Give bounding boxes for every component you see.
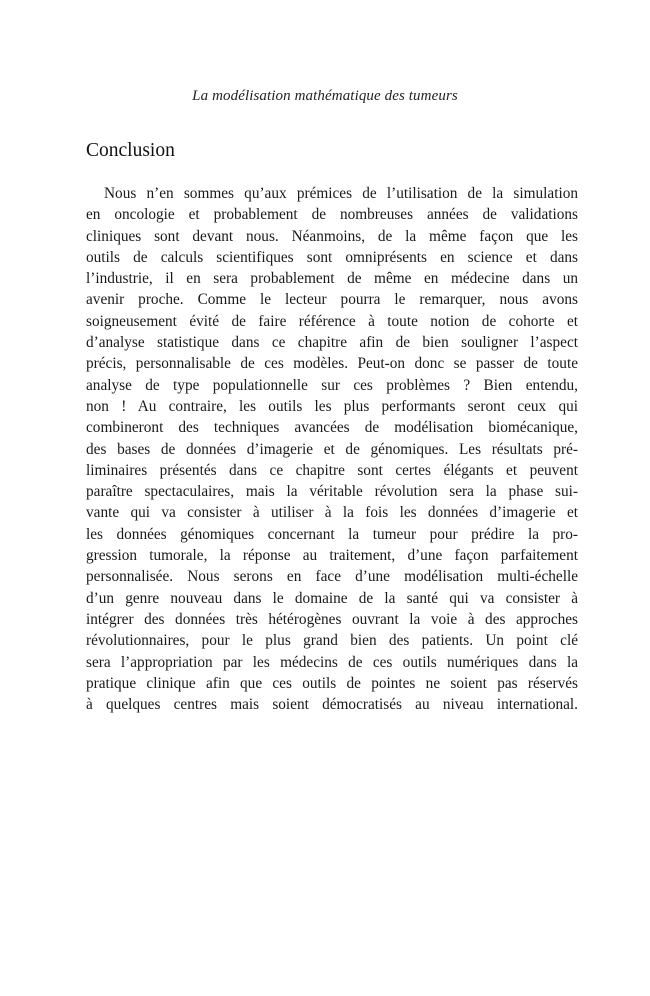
paragraph-line: en oncologie et probablement de nombreuses années de validations xyxy=(86,206,578,224)
paragraph-line: les données génomiques concernant la tumeur pour prédire la pro- xyxy=(86,525,578,543)
conclusion-paragraph xyxy=(86,183,578,715)
paragraph-line: révolutionnaires, pour le plus grand bien des patients. Un point clé xyxy=(86,632,578,650)
paragraph-line: gression tumorale, la réponse au traitement, d’une façon parfaitement xyxy=(86,547,578,565)
paragraph-line: combineront des techniques avancées de modélisation biomécanique, xyxy=(86,419,578,437)
paragraph-line: cliniques sont devant nous. Néanmoins, de la même façon que les xyxy=(86,227,578,245)
paragraph-line: outils de calculs scientifiques sont omniprésents en science et dans xyxy=(86,248,578,266)
paragraph-line: précis, personnalisable de ces modèles. Peut-on donc se passer de toute xyxy=(86,355,578,373)
section-title: Conclusion xyxy=(86,140,175,161)
paragraph-line: vante qui va consister à utiliser à la fois les données d’imagerie et xyxy=(86,504,578,522)
paragraph-line: sera l’appropriation par les médecins de ces outils numériques dans la xyxy=(86,653,578,671)
paragraph-line: intégrer des données très hétérogènes ouvrant la voie à des approches xyxy=(86,610,578,628)
paragraph-line: l’industrie, il en sera probablement de même en médecine dans un xyxy=(86,270,578,288)
paragraph-line: non ! Au contraire, les outils les plus performants seront ceux qui xyxy=(86,397,578,415)
paragraph-line: analyse de type populationnelle sur ces problèmes ? Bien entendu, xyxy=(86,376,578,394)
paragraph-line: d’un genre nouveau dans le domaine de la santé qui va consister à xyxy=(86,589,578,607)
paragraph-line: à quelques centres mais soient démocratisés au niveau international. xyxy=(86,696,578,714)
running-header: La modélisation mathématique des tumeurs xyxy=(192,88,458,104)
paragraph-line: personnalisée. Nous serons en face d’une modélisation multi-échelle xyxy=(86,568,578,586)
paragraph-line: avenir proche. Comme le lecteur pourra le remarquer, nous avons xyxy=(86,291,578,309)
paragraph-line: pratique clinique afin que ces outils de pointes ne soient pas réservés xyxy=(86,674,578,692)
paragraph-line: soigneusement évité de faire référence à toute notion de cohorte et xyxy=(86,312,578,330)
paragraph-line: d’analyse statistique dans ce chapitre afin de bien souligner l’aspect xyxy=(86,334,578,352)
paragraph-line: paraître spectaculaires, mais la véritable révolution sera la phase sui- xyxy=(86,483,578,501)
paragraph-line: liminaires présentés dans ce chapitre sont certes élégants et peuvent xyxy=(86,461,578,479)
paragraph-line: des bases de données d’imagerie et de génomiques. Les résultats pré- xyxy=(86,440,578,458)
paragraph-line: Nous n’en sommes qu’aux prémices de l’utilisation de la simulation xyxy=(104,185,578,202)
